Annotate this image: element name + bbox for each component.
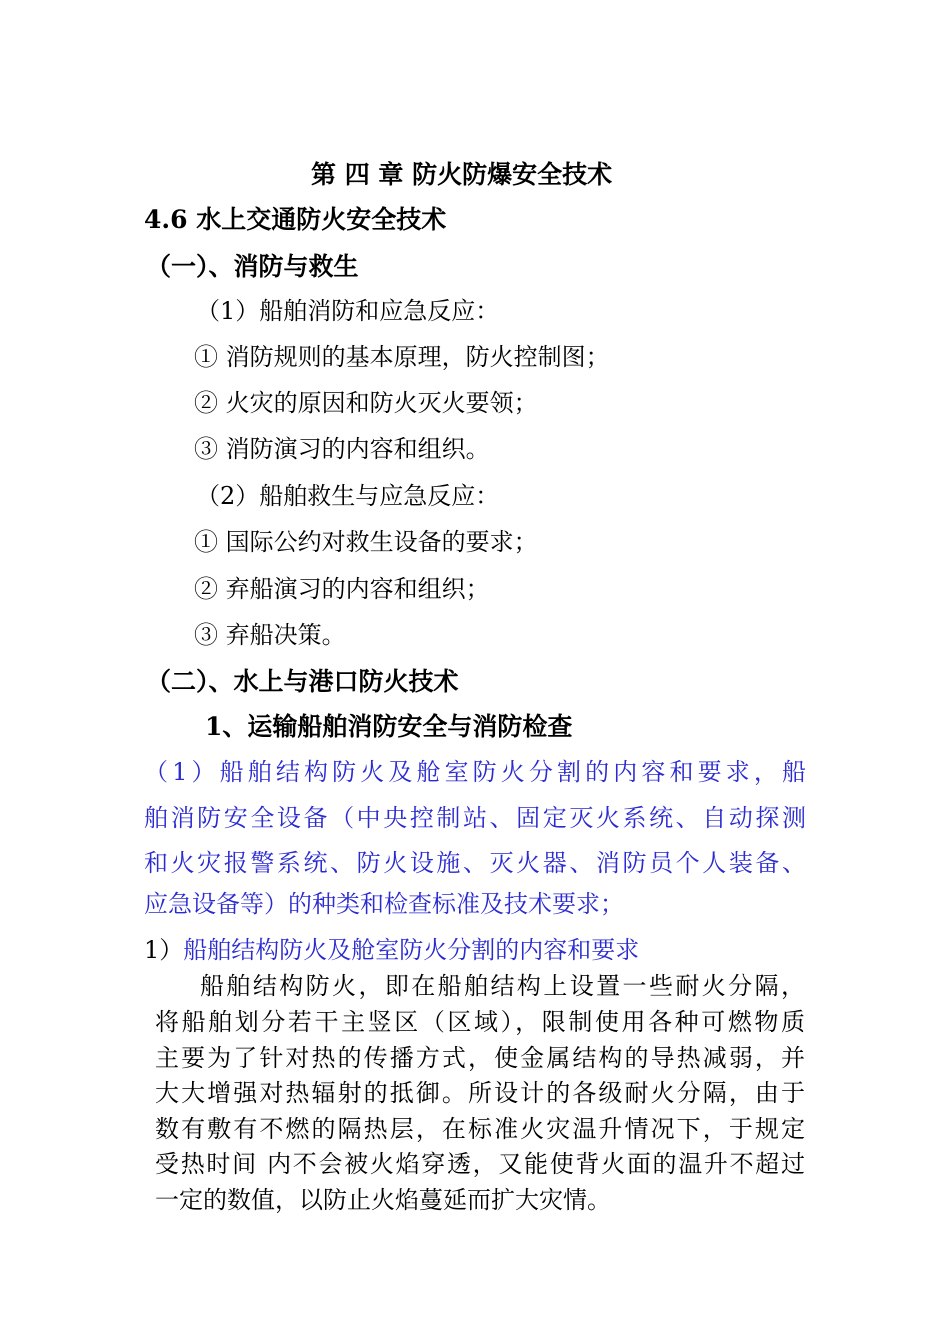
item1-prefix: 1） [144,936,184,964]
blue-paragraph-line-1: （1）船舶结构防火及舱室防火分割的内容和要求，船 [144,758,806,786]
sub1-item-1: ① 消防规则的基本原理，防火控制图； [194,343,610,371]
part2-heading: （二）、水上与港口防火技术 [146,667,459,696]
blue-paragraph-line-2: 舶消防安全设备（中央控制站、固定灭火系统、自动探测 [144,804,806,832]
sub2-heading: （2）船舶救生与应急反应： [196,482,500,510]
sub2-item-3: ③ 弃船决策。 [194,621,346,649]
sub1-item-2: ② 火灾的原因和防火灭火要领； [194,389,538,417]
blue-paragraph-line-4: 应急设备等）的种类和检查标准及技术要求； [144,890,624,918]
item1-title: 船舶结构防火及舱室防火分割的内容和要求 [183,936,640,964]
body-line-1: 船舶结构防火，即在船舶结构上设置一些耐火分隔， [200,972,805,1000]
body-line-3: 主要为了针对热的传播方式，使金属结构的导热减弱，并 [155,1044,805,1072]
sub1-heading: （1）船舶消防和应急反应： [196,297,500,325]
chapter-title: 第 四 章 防火防爆安全技术 [311,160,613,189]
body-line-6: 受热时间 内不会被火焰穿透，又能使背火面的温升不超过 [155,1150,805,1178]
body-line-4: 大大增强对热辐射的抵御。所设计的各级耐火分隔，由于 [155,1079,805,1107]
body-line-2: 将船舶划分若干主竖区（区域），限制使用各种可燃物质 [155,1008,805,1036]
sub1-item-3: ③ 消防演习的内容和组织。 [194,435,490,463]
part1-heading: （一）、消防与救生 [146,252,359,281]
part2-subheading: 1、运输船舶消防安全与消防检查 [205,712,573,741]
sub2-item-1: ① 国际公约对救生设备的要求； [194,528,538,556]
body-line-7: 一定的数值，以防止火焰蔓延而扩大灾情。 [155,1186,611,1214]
item1-heading [144,938,639,962]
blue-paragraph-line-3: 和火灾报警系统、防火设施、灭火器、消防员个人装备、 [144,849,806,877]
body-line-5: 数有敷有不燃的隔热层，在标准火灾温升情况下，于规定 [155,1115,805,1143]
section-title: 4.6 水上交通防火安全技术 [144,205,447,234]
sub2-item-2: ② 弃船演习的内容和组织； [194,575,490,603]
